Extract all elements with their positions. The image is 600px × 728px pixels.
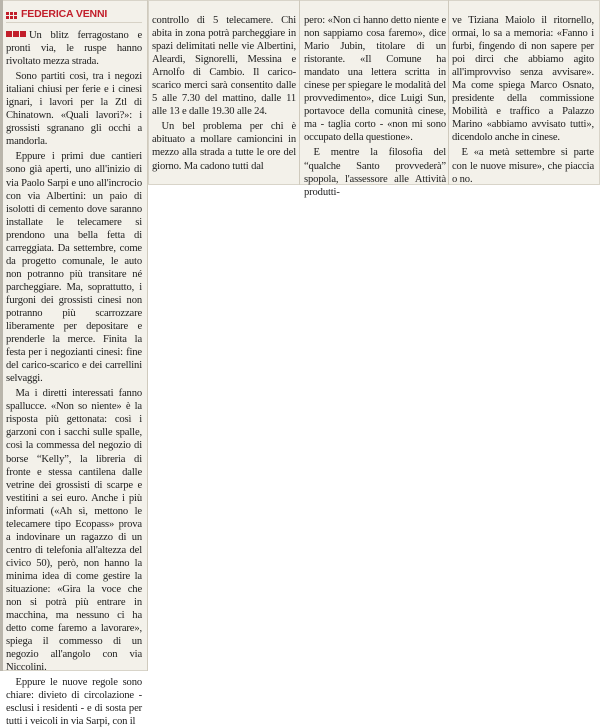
paragraph: pero: «Non ci hanno detto niente e non sappiamo cosa faremo», dice Mario Jubin, titolare di un ristorante. «Il Comune ha mandato una lettera scritta in cinese per spiegare le modalità del provvedimento», dice Luigi Sun, portavoce della comunità cinese, ma - taglia corto - «non mi sono occupato della questione». xyxy=(304,15,446,144)
paragraph: Sono partiti così, tra i negozi italiani chiusi per ferie e i cinesi ignari, i lavori per la Ztl di Chinatown. «Quali lavori?»: i grossisti sgranano gli occhi a mandorla. xyxy=(6,71,142,148)
red-squares-icon xyxy=(6,31,26,37)
red-dot-grid-icon xyxy=(6,12,17,19)
article-column-2 xyxy=(152,14,296,173)
paragraph: E «a metà settembre si parte con le nuove misure», che piaccia o no. xyxy=(452,147,594,185)
column-rule xyxy=(448,0,449,185)
paragraph: E mentre la filosofia del “qualche Santo provvederà” spopola, l'assessore alle Attività produtti- xyxy=(304,147,446,198)
article-column-3 xyxy=(304,14,446,199)
article-column-1 xyxy=(6,8,142,728)
paragraph: Ma i diretti interessati fanno spallucce. «Non so niente» è la risposta più gettonata: così i garzoni con i sacchi sulle spalle, così la commessa del negozio di borse “Kelly”, la libreria di fronte e stessa cantilena dalle vetrine dei grossisti di scarpe e vestitini a sei euro. Anche i più informati («Ah sì, mettono le telecamere tipo Ecopass» prova a indovinare un ragazzo di un centro di telefonia all'altezza del civico 50), però, non hanno la minima idea di come gestire la situazione: «Gira la voce che non si potrà più entrare in macchina, ma nessuno ci ha detto come faremo a lavorare», spiega il commesso di un negozio all'angolo con via Niccolini. xyxy=(6,388,142,674)
article-column-4 xyxy=(452,14,594,186)
page-edge xyxy=(0,0,3,671)
lead-paragraph: Un blitz ferragostano e pronti via, le ruspe hanno rivoltato mezza strada. xyxy=(6,30,142,68)
byline xyxy=(6,8,142,23)
paragraph: Eppure le nuove regole sono chiare: divieto di circolazione - esclusi i residenti - e di sosta per tutti i veicoli in via Sarpi, con il xyxy=(6,677,142,728)
byline-author: FEDERICA VENNI xyxy=(21,8,108,21)
paragraph: Eppure i primi due cantieri sono già aperti, uno all'inizio di via Paolo Sarpi e uno all'incrocio con via Albertini: un paio di isolotti di cemento dove saranno installate le telecamere si prendono una bella fetta di carreggiata. Da settembre, come da progetto comunale, le auto non potranno più transitare né parcheggiare. Ma, soprattutto, i furgoni dei grossisti cinesi non potranno più scarrozzare liberamente per depositare e prenderle la merce. Finita la festa per i negozianti cinesi: fine del carico-scarico e dei carrellini selvaggi. xyxy=(6,151,142,385)
paragraph: Un bel problema per chi è abituato a mollare camioncini in mezzo alla strada a tutte le ore del giorno. Ma cadono tutti dal xyxy=(152,121,296,172)
paragraph: ve Tiziana Maiolo il ritornello, ormai, lo sa a memoria: «Fanno i furbi, fingendo di non sapere per poi dirci che abbiamo agito all'improvviso senza avvisare». Ma come spiega Marco Osnato, presidente della commissione Mobilità e traffico a Palazzo Marino «abbiamo avvisato tutti», dicendolo anche in cinese. xyxy=(452,15,594,144)
paragraph: controllo di 5 telecamere. Chi abita in zona potrà parcheggiare in spazi delimitati nelle vie Albertini, Aleardi, Signorelli, Messina e Arnolfo di Cambio. Il carico-scarico merci sarà consentito dalle 5 alle 7.30 del mattino, dalle 11 alle 13 e dalle 19.30 alle 24. xyxy=(152,15,296,118)
column-rule xyxy=(147,0,148,671)
column-rule xyxy=(299,0,300,185)
